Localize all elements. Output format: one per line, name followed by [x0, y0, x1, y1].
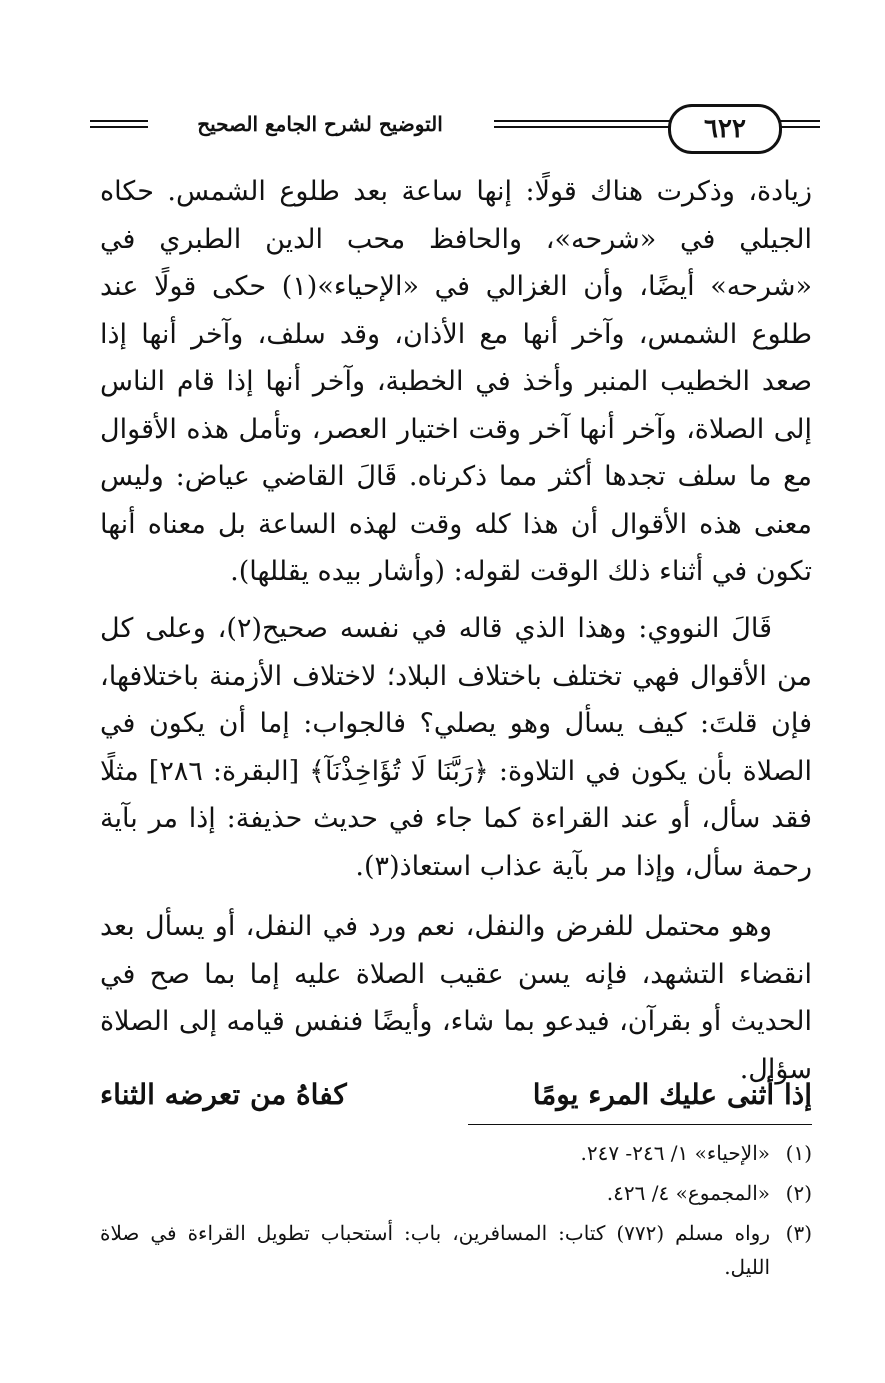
page-header — [90, 100, 820, 156]
paragraph-1: زيادة، وذكرت هناك قولًا: إنها ساعة بعد طلوع الشمس. حكاه الجيلي في «شرحه»، والحافظ محب الدين الطبري في «شرحه» أيضًا، وأن الغزالي في «الإحياء»(١) حكى قولًا عند طلوع الشمس، وآخر أنها مع الأذان، وقد سلف، وآخر أنها إذا صعد الخطيب المنبر وأخذ في الخطبة، وآخر أنها إذا قام الناس إلى الصلاة، وآخر أنها آخر وقت اختيار العصر، وتأمل هذه الأقوال مع ما سلف تجدها أكثر مما ذكرناه. قَالَ القاضي عياض: وليس معنى هذه الأقوال أن هذا كله وقت لهذه الساعة بل معناه أنها تكون في أثناء ذلك الوقت لقوله: (وأشار بيده يقللها). — [100, 176, 812, 587]
footnote-text: رواه مسلم (٧٧٢) كتاب: المسافرين، باب: أستحباب تطويل القراءة في صلاة الليل. — [100, 1221, 771, 1279]
header-rule-middle — [494, 120, 674, 128]
footnote-number: (١) — [785, 1141, 812, 1165]
footnote-separator — [468, 1124, 812, 1125]
footnote-number: (٣) — [785, 1221, 812, 1245]
paragraph-3: وهو محتمل للفرض والنفل، نعم ورد في النفل، أو يسأل بعد انقضاء التشهد، فإنه يسن عقيب الصلاة عليه إما بما صح في الحديث أو بقرآن، فيدعو بما شاء، وأيضًا فنفس قيامه إلى الصلاة سؤال. — [100, 911, 812, 1085]
poem-verse — [100, 1078, 812, 1128]
footnotes — [100, 1136, 812, 1284]
footnote-text: «المجموع» ٤/ ٤٢٦. — [606, 1181, 770, 1205]
page-number: ٦٢٢ — [704, 114, 746, 144]
running-title: التوضيح لشرح الجامع الصحيح — [197, 112, 443, 136]
page-number-badge — [668, 104, 782, 154]
footnote-number: (٢) — [785, 1181, 812, 1205]
header-rule-right — [780, 120, 820, 128]
footnote-1 — [100, 1136, 812, 1170]
poem-hemistich-2: كفاهُ من تعرضه الثناء — [100, 1078, 347, 1111]
poem-hemistich-1: إذا أثنى عليك المرء يومًا — [532, 1078, 812, 1111]
footnote-2 — [100, 1176, 812, 1210]
footnote-3 — [100, 1216, 812, 1284]
header-rule-left — [90, 120, 148, 128]
paragraph-2: قَالَ النووي: وهذا الذي قاله في نفسه صحيح(٢)، وعلى كل من الأقوال فهي تختلف باختلاف البلاد؛ لاختلاف الأزمنة باختلافها، فإن قلتَ: كيف يسأل وهو يصلي؟ فالجواب: إما أن يكون في الصلاة بأن يكون في التلاوة: ﴿رَبَّنَا لَا تُؤَاخِذْنَآ﴾ [البقرة: ٢٨٦] مثلًا فقد سأل، أو عند القراءة كما جاء في حديث حذيفة: إذا مر بآية رحمة سأل، وإذا مر بآية عذاب استعاذ(٣). — [100, 613, 812, 882]
footnote-text: «الإحياء» ١/ ٢٤٦- ٢٤٧. — [580, 1141, 770, 1165]
